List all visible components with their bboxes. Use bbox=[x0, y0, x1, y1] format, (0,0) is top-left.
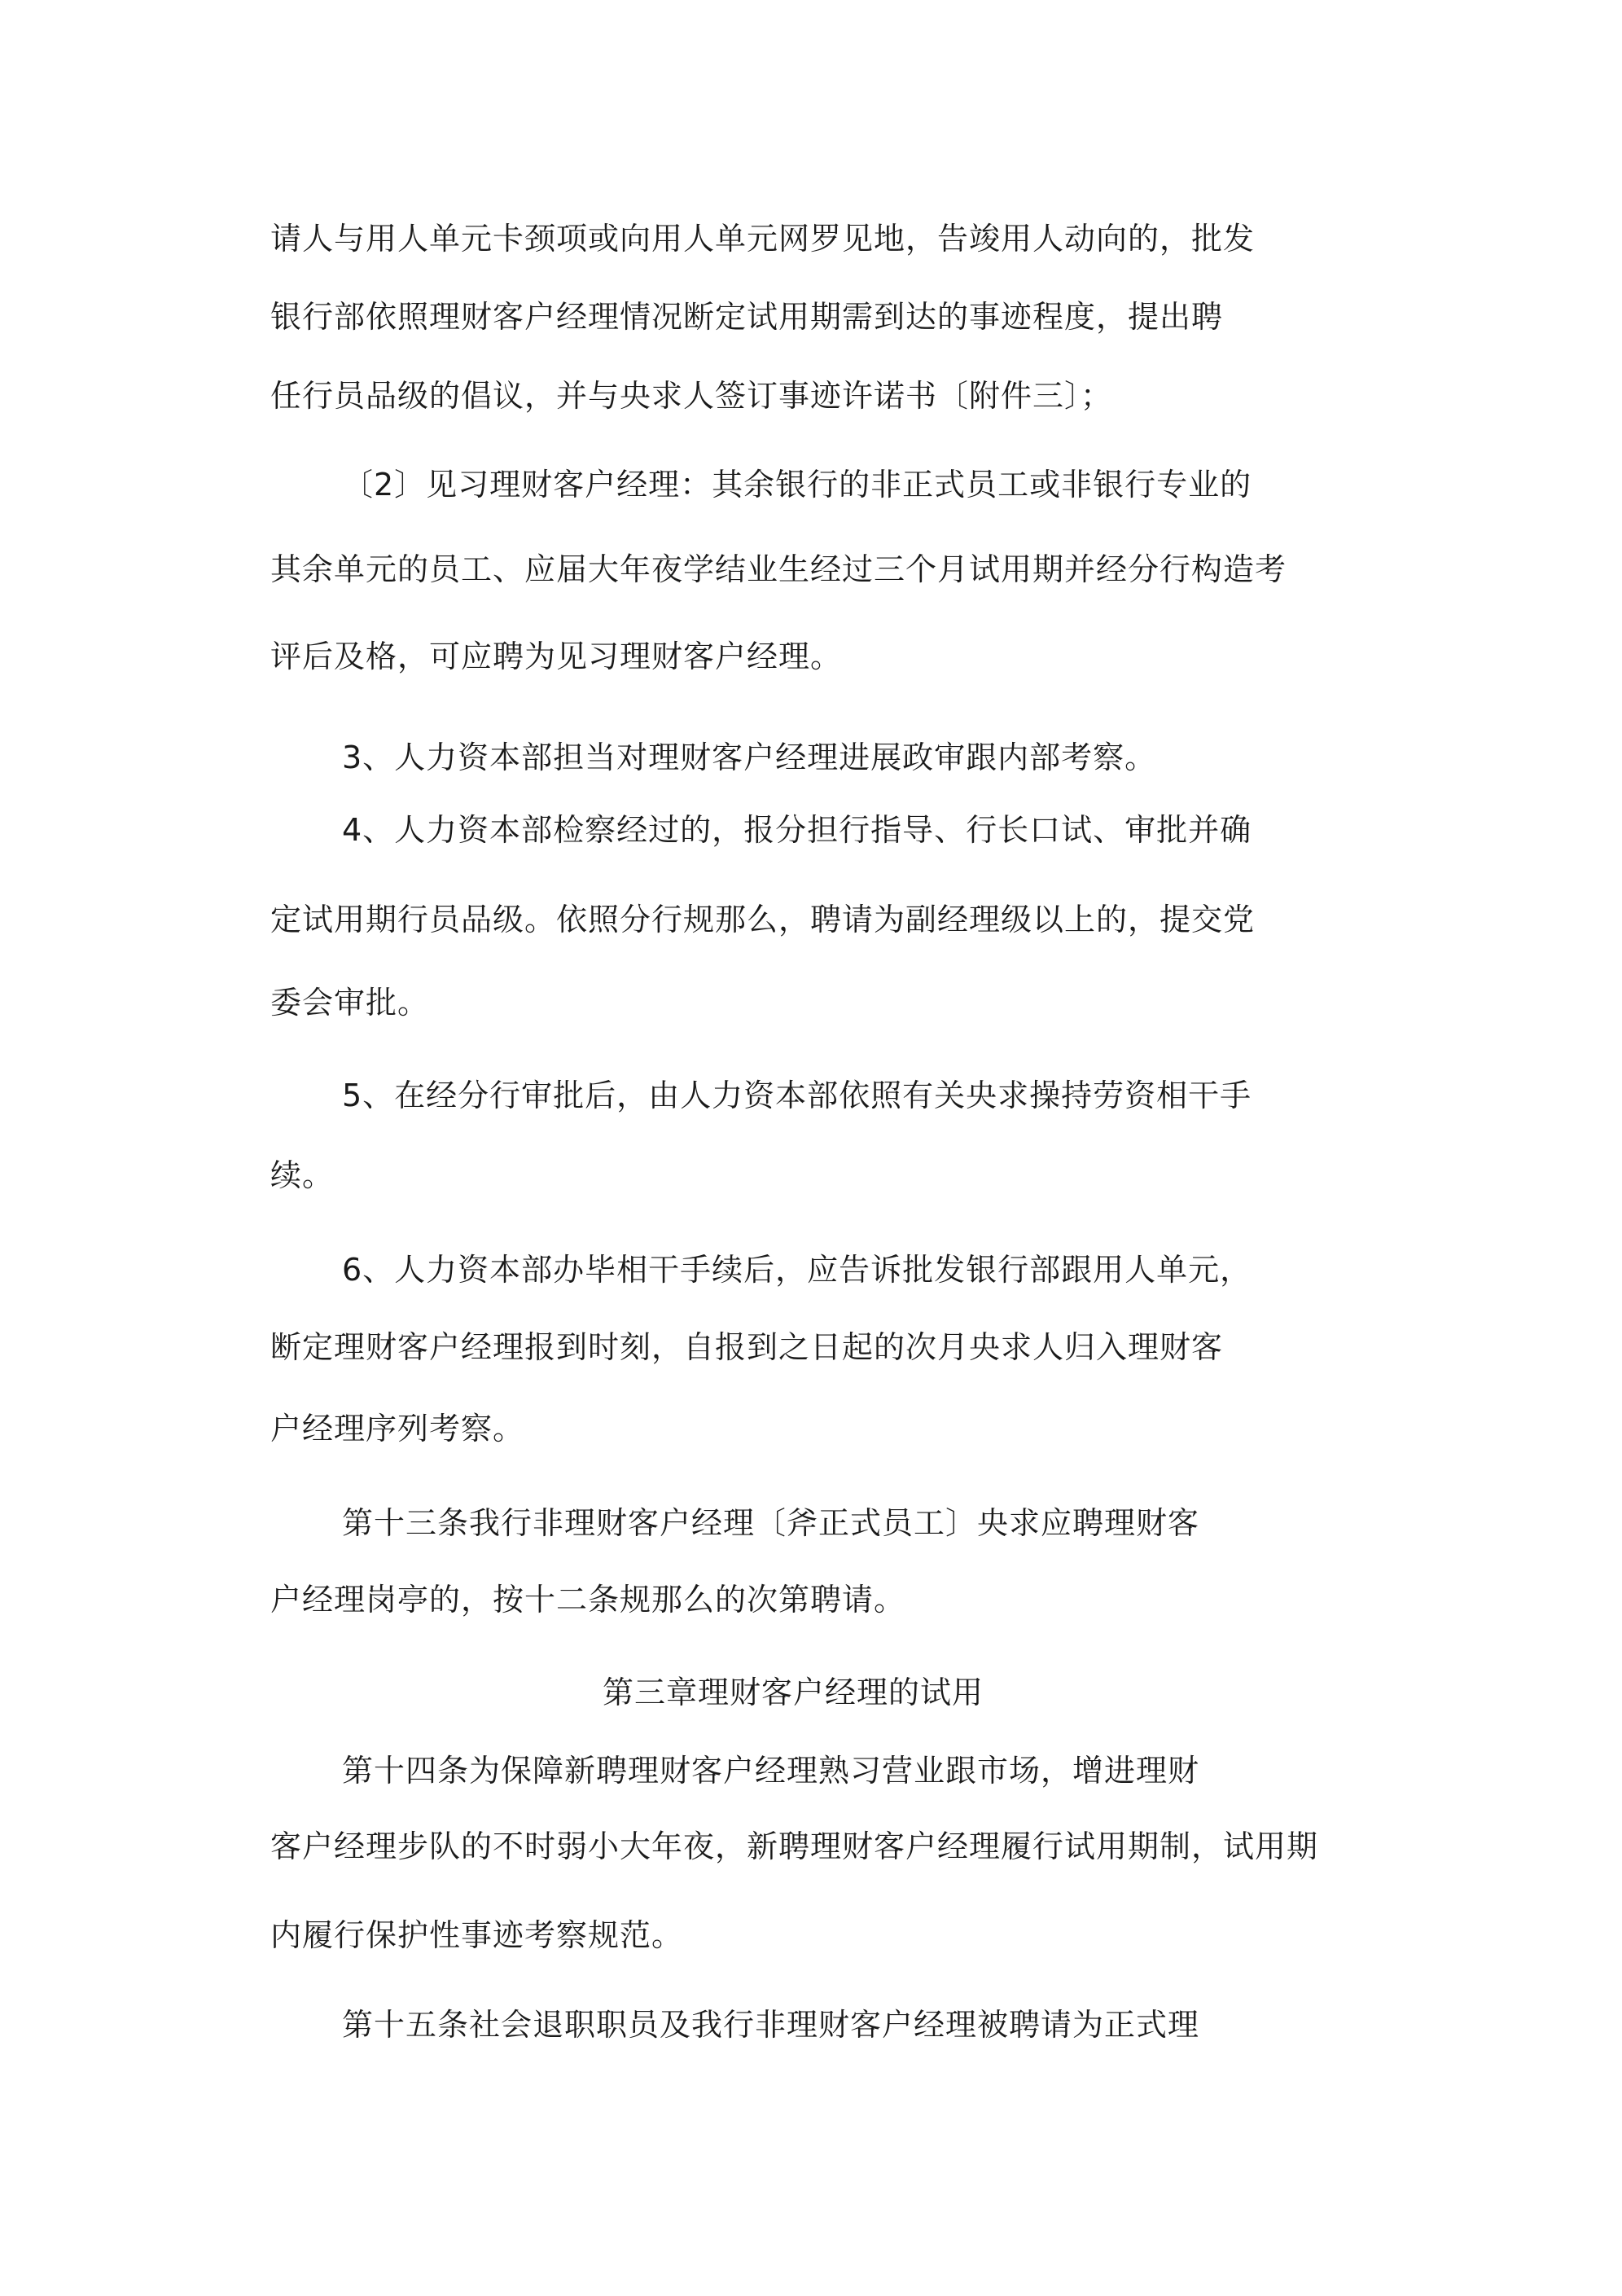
text-line: 断定理财客户经理报到时刻，自报到之日起的次月央求人归入理财客 bbox=[270, 1329, 1224, 1365]
text-line: 〔2〕见习理财客户经理：其余银行的非正式员工或非银行专业的 bbox=[342, 467, 1252, 503]
text-line: 委会审批。 bbox=[270, 985, 430, 1021]
text-line: 任行员品级的倡议，并与央求人签订事迹许诺书〔附件三〕； bbox=[270, 378, 1113, 414]
chapter-heading: 第三章理财客户经理的试用 bbox=[603, 1675, 984, 1710]
text-line: 户经理序列考察。 bbox=[270, 1411, 525, 1447]
text-line: 客户经理步队的不时弱小大年夜，新聘理财客户经理履行试用期制，试用期 bbox=[270, 1828, 1319, 1864]
text-line: 第十四条为保障新聘理财客户经理熟习营业跟市场，增进理财 bbox=[342, 1753, 1200, 1789]
text-line: 3、人力资本部担当对理财客户经理进展政审跟内部考察。 bbox=[342, 740, 1157, 775]
text-line: 5、在经分行审批后，由人力资本部依照有关央求操持劳资相干手 bbox=[342, 1078, 1252, 1113]
text-line: 定试用期行员品级。依照分行规那么，聘请为副经理级以上的，提交党 bbox=[270, 902, 1256, 937]
text-line: 评后及格，可应聘为见习理财客户经理。 bbox=[270, 639, 843, 674]
text-line: 第十三条我行非理财客户经理〔斧正式员工〕央求应聘理财客 bbox=[342, 1505, 1200, 1541]
text-line: 户经理岗亭的，按十二条规那么的次第聘请。 bbox=[270, 1582, 906, 1618]
text-line: 第十五条社会退职职员及我行非理财客户经理被聘请为正式理 bbox=[342, 2007, 1200, 2043]
text-line: 4、人力资本部检察经过的，报分担行指导、行长口试、审批并确 bbox=[342, 812, 1252, 848]
text-line: 银行部依照理财客户经理情况断定试用期需到达的事迹程度，提出聘 bbox=[270, 299, 1224, 335]
text-line: 续。 bbox=[270, 1157, 335, 1193]
text-line: 请人与用人单元卡颈项或向用人单元网罗见地，告竣用人动向的，批发 bbox=[270, 221, 1256, 257]
text-line: 其余单元的员工、应届大年夜学结业生经过三个月试用期并经分行构造考 bbox=[270, 551, 1287, 587]
text-line: 6、人力资本部办毕相干手续后，应告诉批发银行部跟用人单元， bbox=[342, 1252, 1252, 1288]
text-line: 内履行保护性事迹考察规范。 bbox=[270, 1917, 684, 1953]
